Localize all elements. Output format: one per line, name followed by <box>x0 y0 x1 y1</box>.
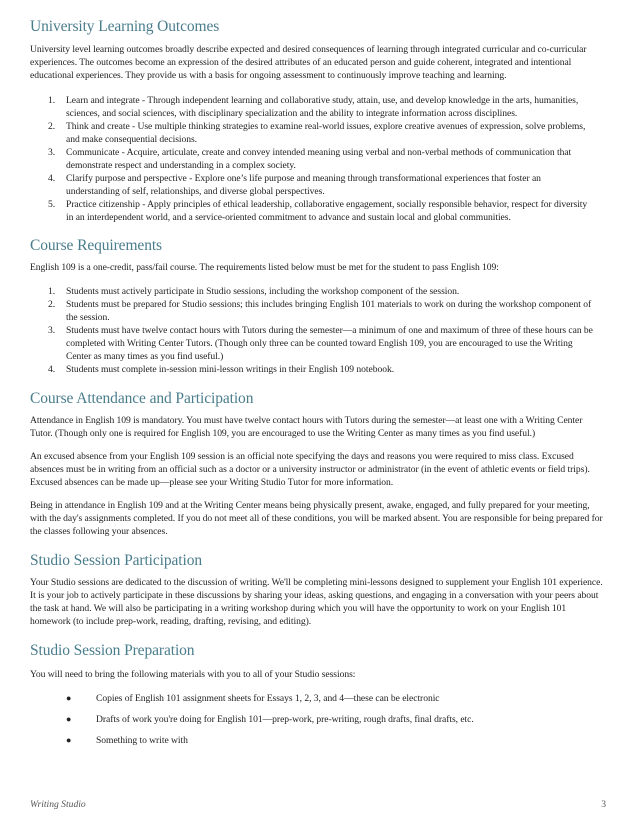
list-text: Practice citizenship - Apply principles of ethical leadership, collaborative engagement, socially responsible behavior, respect for diversity in an interdependent world, and a service-oriented commitment to advance and sustain local and global communities. <box>66 199 588 223</box>
list-text: Students must have twelve contact hours with Tutors during the semester—a minimum of one and maximum of three of these hours can be completed with Writing Center Tutors. (Though only three can be counted toward English 109, you are encouraged to use the Writing Center as many times as you find useful.) <box>66 325 593 362</box>
list-text: Learn and integrate - Through independent learning and collaborative study, attain, use, and develop knowledge in the arts, humanities, sciences, and social sciences, with disciplinary specialization and the ability to integrate information across disciplines. <box>66 95 579 119</box>
list-number: 5. <box>48 199 56 210</box>
list-item <box>48 198 596 224</box>
list-item <box>48 363 596 376</box>
bullet-icon: ● <box>66 693 72 703</box>
outcomes-section <box>30 18 606 224</box>
preparation-list <box>66 692 596 747</box>
list-item <box>48 324 596 363</box>
list-number: 3. <box>48 325 56 336</box>
outcomes-list <box>48 94 596 224</box>
list-item <box>48 298 596 324</box>
list-item <box>48 94 596 120</box>
list-text: Clarify purpose and perspective - Explore one’s life purpose and meaning through transformational experiences that foster an understanding of self, relationships, and diverse global perspectives. <box>66 173 541 197</box>
list-text: Think and create - Use multiple thinking strategies to examine real-world issues, explore creative avenues of expression, solve problems, and make consequential decisions. <box>66 121 586 145</box>
list-item <box>66 734 596 747</box>
outcomes-intro: University level learning outcomes broadly describe expected and desired consequences of learning through integrated curricular and co-curricular experiences. The outcomes become an expression of the desired attributes of an educated person and guide coherent, integrated and intentional educational experiences. They provide us with a basis for ongoing assessment to continuously improve teaching and learning. <box>30 44 587 81</box>
requirements-heading: Course Requirements <box>30 237 162 254</box>
list-text: Students must complete in-session mini-lesson writings in their English 109 notebook. <box>66 364 395 375</box>
requirements-section <box>30 237 606 376</box>
outcomes-heading: University Learning Outcomes <box>30 18 220 35</box>
list-number: 1. <box>48 286 56 297</box>
list-number: 4. <box>48 173 56 184</box>
list-item <box>48 172 596 198</box>
list-text: Students must actively participate in Studio sessions, including the workshop component of the session. <box>66 286 460 297</box>
list-text: Communicate - Acquire, articulate, create and convey intended meaning using verbal and non-verbal methods of communication that demonstrate respect and understanding in a complex society. <box>66 147 572 171</box>
bullet-icon: ● <box>66 714 72 724</box>
list-text: Something to write with <box>96 735 188 746</box>
list-item <box>48 285 596 298</box>
participation-heading: Studio Session Participation <box>30 552 203 569</box>
list-number: 1. <box>48 95 56 106</box>
preparation-heading: Studio Session Preparation <box>30 642 195 659</box>
list-text: Students must be prepared for Studio sessions; this includes bringing English 101 materials to work on during the workshop component of the session. <box>66 299 592 323</box>
list-item <box>66 713 596 726</box>
list-text: Copies of English 101 assignment sheets for Essays 1, 2, 3, and 4—these can be electronic <box>96 693 440 704</box>
list-number: 3. <box>48 147 56 158</box>
attendance-paragraph: Attendance in English 109 is mandatory. You must have twelve contact hours with Tutors during the semester—at least one with a Writing Center Tutor. (Though only one is required for English 109, you are encouraged to use the Writing Center as many times as you find useful.) <box>30 415 583 439</box>
requirements-intro: English 109 is a one-credit, pass/fail course. The requirements listed below must be met for the student to pass English 109: <box>30 262 499 273</box>
list-item <box>66 692 596 705</box>
attendance-section <box>30 390 606 538</box>
attendance-heading: Course Attendance and Participation <box>30 390 254 407</box>
participation-paragraph: Your Studio sessions are dedicated to the discussion of writing. We'll be completing mini-lessons designed to supplement your English 101 experience. It is your job to actively participate in these discussions by sharing your ideas, asking questions, and engaging in a conversation with your peers about the task at hand. We will also be participating in a writing workshop during which you will have the opportunity to work on your English 101 homework (to include prep-work, reading, drafting, revising, and editing). <box>30 577 603 627</box>
list-number: 2. <box>48 121 56 132</box>
attendance-paragraph: Being in attendance in English 109 and at the Writing Center means being physically present, awake, engaged, and fully prepared for your meeting, with the day's assignments completed. If you do not meet all of these conditions, you will be marked absent. You are responsible for being prepared for the classes following your absences. <box>30 500 603 537</box>
list-item <box>48 120 596 146</box>
bullet-icon: ● <box>66 735 72 745</box>
list-number: 4. <box>48 364 56 375</box>
page-number: 3 <box>601 799 606 810</box>
preparation-section <box>30 642 606 747</box>
page-footer <box>30 799 606 810</box>
list-text: Drafts of work you're doing for English 101—prep-work, pre-writing, rough drafts, final drafts, etc. <box>96 714 474 725</box>
preparation-intro: You will need to bring the following materials with you to all of your Studio sessions: <box>30 669 356 680</box>
requirements-list <box>48 285 596 376</box>
list-number: 2. <box>48 299 56 310</box>
footer-label: Writing Studio <box>30 799 86 810</box>
attendance-paragraph: An excused absence from your English 109 session is an official note specifying the days and reasons you were required to miss class. Excused absences must be in writing from an official such as a doctor or a university instructor or administrator (in the event of athletic events or field trips). Excused absences can be made up—please see your Writing Studio Tutor for more information. <box>30 451 590 488</box>
document-page <box>30 0 606 747</box>
list-item <box>48 146 596 172</box>
participation-section <box>30 552 606 628</box>
